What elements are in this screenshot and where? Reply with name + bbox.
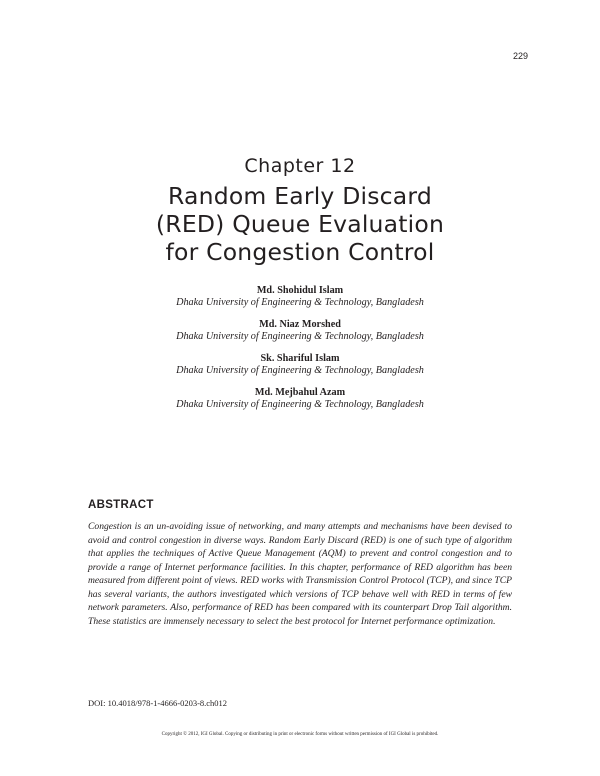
chapter-title (0, 182, 600, 266)
author-affiliation: Dhaka University of Engineering & Technology, Bangladesh (176, 331, 424, 342)
copyright-notice: Copyright © 2012, IGI Global. Copying or distributing in print or electronic forms without written permission of IGI Global is prohibited. (161, 732, 439, 737)
chapter-title-line: for Congestion Control (165, 238, 435, 266)
author-block (0, 319, 600, 343)
chapter-title-line: Random Early Discard (168, 182, 432, 210)
author-block (0, 285, 600, 309)
author-name: Md. Mejbahul Azam (254, 387, 346, 398)
abstract-heading: ABSTRACT (88, 499, 154, 511)
chapter-label: Chapter 12 (244, 155, 356, 177)
chapter-title-line: (RED) Queue Evaluation (155, 210, 445, 238)
author-block (0, 387, 600, 411)
page-number: 229 (512, 51, 528, 61)
doi-line: DOI: 10.4018/978-1-4666-0203-8.ch012 (88, 698, 228, 708)
author-affiliation: Dhaka University of Engineering & Technology, Bangladesh (176, 365, 424, 376)
author-affiliation: Dhaka University of Engineering & Technology, Bangladesh (176, 297, 424, 308)
author-list (0, 285, 600, 421)
author-name: Md. Shohidul Islam (256, 285, 344, 296)
author-block (0, 353, 600, 377)
author-name: Sk. Shariful Islam (260, 353, 340, 364)
author-name: Md. Niaz Morshed (259, 319, 341, 330)
author-affiliation: Dhaka University of Engineering & Technology, Bangladesh (176, 399, 424, 410)
abstract-body: Congestion is an un-avoiding issue of networking, and many attempts and mechanisms have been devised to avoid and control congestion in diverse ways. Random Early Discard (RED) is one of such type of algorithm that applies the techniques of Active Queue Management (AQM) to prevent and control congestion and to provide a range of Internet performance facilities. In this chapter, performance of RED algorithm has been measured from different point of views. RED works with Transmission Control Protocol (TCP), and since TCP has several variants, the authors investigated which versions of TCP behave well with RED in terms of few network parameters. Also, performance of RED has been compared with its counterpart Drop Tail algorithm. These statistics are immensely necessary to select the best protocol for Internet performance optimization. (88, 521, 512, 627)
